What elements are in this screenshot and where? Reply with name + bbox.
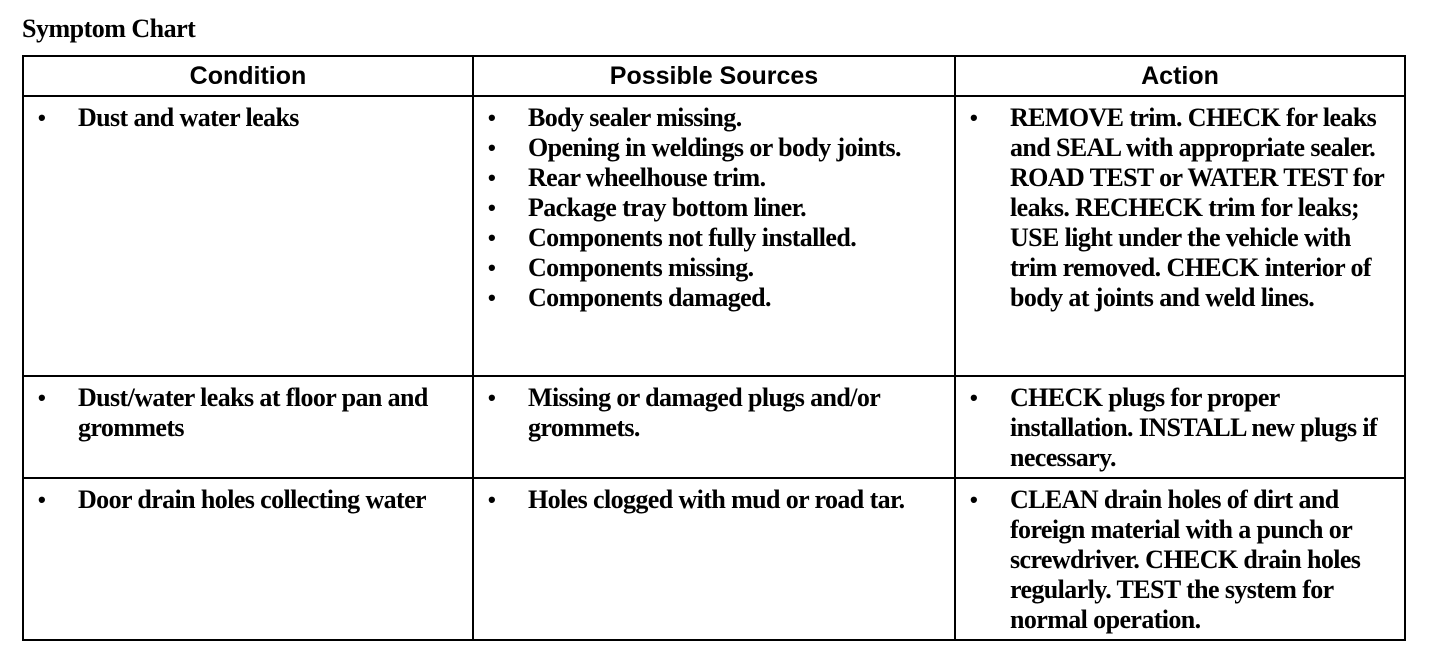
list-item: • REMOVE trim. CHECK for leaks and SEAL with appropriate sealer. ROAD TEST or WATER TEST for leaks. RECHECK trim for leaks; USE light under the vehicle with trim removed. CHECK interior of body at joints and weld lines. xyxy=(962,103,1398,313)
action-cell xyxy=(955,478,1405,640)
column-header-condition: Condition xyxy=(23,56,473,96)
action-cell xyxy=(955,376,1405,478)
list-item: • CLEAN drain holes of dirt and foreign material with a punch or screwdriver. CHECK drain holes regularly. TEST the system for normal operation. xyxy=(962,485,1398,635)
table-header-row xyxy=(23,56,1405,96)
list-item: • Dust/water leaks at floor pan and grommets xyxy=(30,383,466,443)
action-list xyxy=(962,103,1398,313)
condition-list xyxy=(30,103,466,133)
list-item: • Components missing. xyxy=(480,253,948,283)
list-item: • Missing or damaged plugs and/or grommets. xyxy=(480,383,948,443)
condition-list xyxy=(30,485,466,515)
action-list xyxy=(962,485,1398,635)
condition-cell xyxy=(23,96,473,376)
sources-list xyxy=(480,485,948,515)
table-row xyxy=(23,376,1405,478)
condition-cell xyxy=(23,478,473,640)
action-cell xyxy=(955,96,1405,376)
sources-list xyxy=(480,383,948,443)
list-item: • Opening in weldings or body joints. xyxy=(480,133,948,163)
symptom-chart-table xyxy=(22,55,1406,641)
condition-cell xyxy=(23,376,473,478)
sources-cell xyxy=(473,376,955,478)
list-item: • Rear wheelhouse trim. xyxy=(480,163,948,193)
list-item: • Holes clogged with mud or road tar. xyxy=(480,485,948,515)
list-item: • Components damaged. xyxy=(480,283,948,313)
table-row xyxy=(23,478,1405,640)
list-item: • CHECK plugs for proper installation. INSTALL new plugs if necessary. xyxy=(962,383,1398,473)
list-item: • Package tray bottom liner. xyxy=(480,193,948,223)
table-row xyxy=(23,96,1405,376)
sources-cell xyxy=(473,478,955,640)
column-header-possible-sources: Possible Sources xyxy=(473,56,955,96)
condition-list xyxy=(30,383,466,443)
list-item: • Dust and water leaks xyxy=(30,103,466,133)
action-list xyxy=(962,383,1398,473)
sources-cell xyxy=(473,96,955,376)
list-item: • Door drain holes collecting water xyxy=(30,485,466,515)
column-header-action: Action xyxy=(955,56,1405,96)
list-item: • Components not fully installed. xyxy=(480,223,948,253)
list-item: • Body sealer missing. xyxy=(480,103,948,133)
page-title: Symptom Chart xyxy=(22,14,196,43)
sources-list xyxy=(480,103,948,313)
